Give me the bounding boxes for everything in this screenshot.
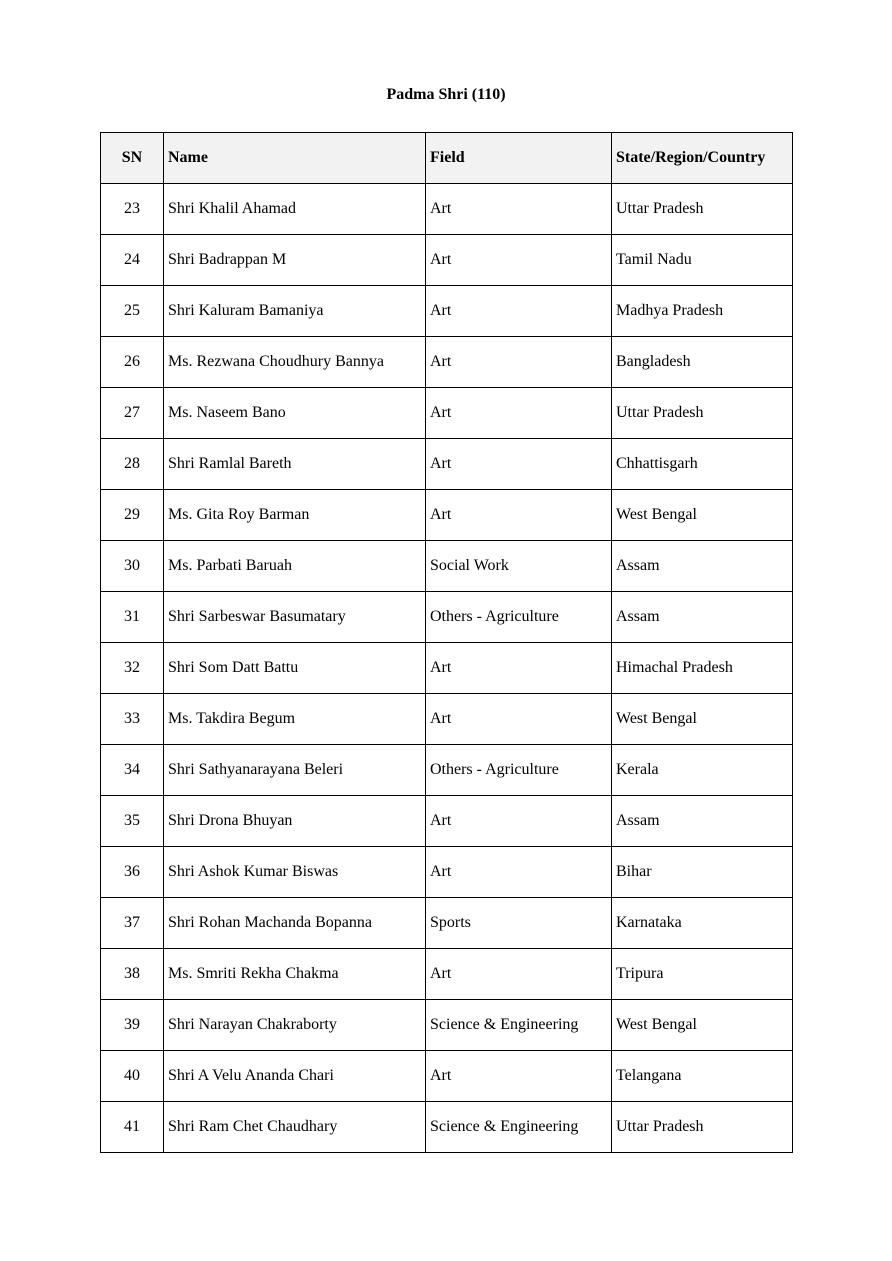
cell-state: Assam <box>612 592 793 643</box>
cell-sn: 23 <box>101 184 164 235</box>
cell-field: Art <box>426 286 612 337</box>
cell-sn: 36 <box>101 847 164 898</box>
table-row <box>101 592 793 643</box>
cell-field: Art <box>426 439 612 490</box>
cell-field: Social Work <box>426 541 612 592</box>
cell-state: Madhya Pradesh <box>612 286 793 337</box>
cell-name: Ms. Smriti Rekha Chakma <box>164 949 426 1000</box>
cell-state: Tamil Nadu <box>612 235 793 286</box>
cell-name: Shri Rohan Machanda Bopanna <box>164 898 426 949</box>
cell-state: West Bengal <box>612 694 793 745</box>
table-header-row <box>101 133 793 184</box>
cell-field: Art <box>426 694 612 745</box>
cell-field: Art <box>426 184 612 235</box>
cell-field: Art <box>426 388 612 439</box>
cell-name: Shri Badrappan M <box>164 235 426 286</box>
cell-name: Shri Drona Bhuyan <box>164 796 426 847</box>
cell-state: Uttar Pradesh <box>612 388 793 439</box>
cell-field: Art <box>426 1051 612 1102</box>
table-row <box>101 490 793 541</box>
cell-state: Chhattisgarh <box>612 439 793 490</box>
cell-sn: 32 <box>101 643 164 694</box>
cell-sn: 34 <box>101 745 164 796</box>
cell-sn: 26 <box>101 337 164 388</box>
cell-field: Science & Engineering <box>426 1000 612 1051</box>
table-body <box>101 184 793 1153</box>
cell-name: Ms. Gita Roy Barman <box>164 490 426 541</box>
table-row <box>101 949 793 1000</box>
cell-state: Himachal Pradesh <box>612 643 793 694</box>
cell-sn: 35 <box>101 796 164 847</box>
cell-state: Tripura <box>612 949 793 1000</box>
cell-field: Art <box>426 643 612 694</box>
cell-name: Shri Sathyanarayana Beleri <box>164 745 426 796</box>
cell-sn: 41 <box>101 1102 164 1153</box>
cell-field: Art <box>426 490 612 541</box>
table-row <box>101 1102 793 1153</box>
cell-state: West Bengal <box>612 490 793 541</box>
cell-sn: 29 <box>101 490 164 541</box>
table-row <box>101 1051 793 1102</box>
cell-field: Art <box>426 847 612 898</box>
cell-sn: 28 <box>101 439 164 490</box>
cell-state: West Bengal <box>612 1000 793 1051</box>
cell-sn: 39 <box>101 1000 164 1051</box>
cell-sn: 40 <box>101 1051 164 1102</box>
cell-field: Others - Agriculture <box>426 745 612 796</box>
cell-name: Ms. Rezwana Choudhury Bannya <box>164 337 426 388</box>
table-row <box>101 847 793 898</box>
cell-field: Art <box>426 337 612 388</box>
cell-state: Uttar Pradesh <box>612 1102 793 1153</box>
table-row <box>101 184 793 235</box>
cell-name: Ms. Takdira Begum <box>164 694 426 745</box>
table-row <box>101 796 793 847</box>
cell-name: Ms. Parbati Baruah <box>164 541 426 592</box>
table-row <box>101 643 793 694</box>
cell-name: Shri A Velu Ananda Chari <box>164 1051 426 1102</box>
cell-state: Telangana <box>612 1051 793 1102</box>
cell-field: Art <box>426 235 612 286</box>
cell-name: Shri Khalil Ahamad <box>164 184 426 235</box>
cell-sn: 25 <box>101 286 164 337</box>
cell-name: Shri Narayan Chakraborty <box>164 1000 426 1051</box>
cell-state: Bangladesh <box>612 337 793 388</box>
table-row <box>101 388 793 439</box>
cell-sn: 27 <box>101 388 164 439</box>
header-field: Field <box>426 133 612 184</box>
table-row <box>101 694 793 745</box>
cell-name: Shri Kaluram Bamaniya <box>164 286 426 337</box>
cell-name: Ms. Naseem Bano <box>164 388 426 439</box>
cell-sn: 33 <box>101 694 164 745</box>
cell-state: Assam <box>612 541 793 592</box>
cell-field: Art <box>426 949 612 1000</box>
table-row <box>101 337 793 388</box>
cell-sn: 31 <box>101 592 164 643</box>
table-row <box>101 439 793 490</box>
cell-sn: 30 <box>101 541 164 592</box>
cell-field: Others - Agriculture <box>426 592 612 643</box>
cell-sn: 38 <box>101 949 164 1000</box>
table-row <box>101 235 793 286</box>
cell-field: Science & Engineering <box>426 1102 612 1153</box>
cell-name: Shri Som Datt Battu <box>164 643 426 694</box>
header-state: State/Region/Country <box>612 133 793 184</box>
table-row <box>101 1000 793 1051</box>
cell-name: Shri Ashok Kumar Biswas <box>164 847 426 898</box>
header-sn: SN <box>101 133 164 184</box>
cell-field: Sports <box>426 898 612 949</box>
cell-name: Shri Ramlal Bareth <box>164 439 426 490</box>
header-name: Name <box>164 133 426 184</box>
cell-sn: 24 <box>101 235 164 286</box>
cell-name: Shri Sarbeswar Basumatary <box>164 592 426 643</box>
cell-field: Art <box>426 796 612 847</box>
cell-state: Assam <box>612 796 793 847</box>
table-row <box>101 286 793 337</box>
page-title: Padma Shri (110) <box>386 86 506 103</box>
table-row <box>101 541 793 592</box>
cell-name: Shri Ram Chet Chaudhary <box>164 1102 426 1153</box>
cell-state: Kerala <box>612 745 793 796</box>
cell-state: Bihar <box>612 847 793 898</box>
table-row <box>101 745 793 796</box>
table-row <box>101 898 793 949</box>
cell-sn: 37 <box>101 898 164 949</box>
cell-state: Karnataka <box>612 898 793 949</box>
awardees-table <box>100 132 793 1153</box>
cell-state: Uttar Pradesh <box>612 184 793 235</box>
